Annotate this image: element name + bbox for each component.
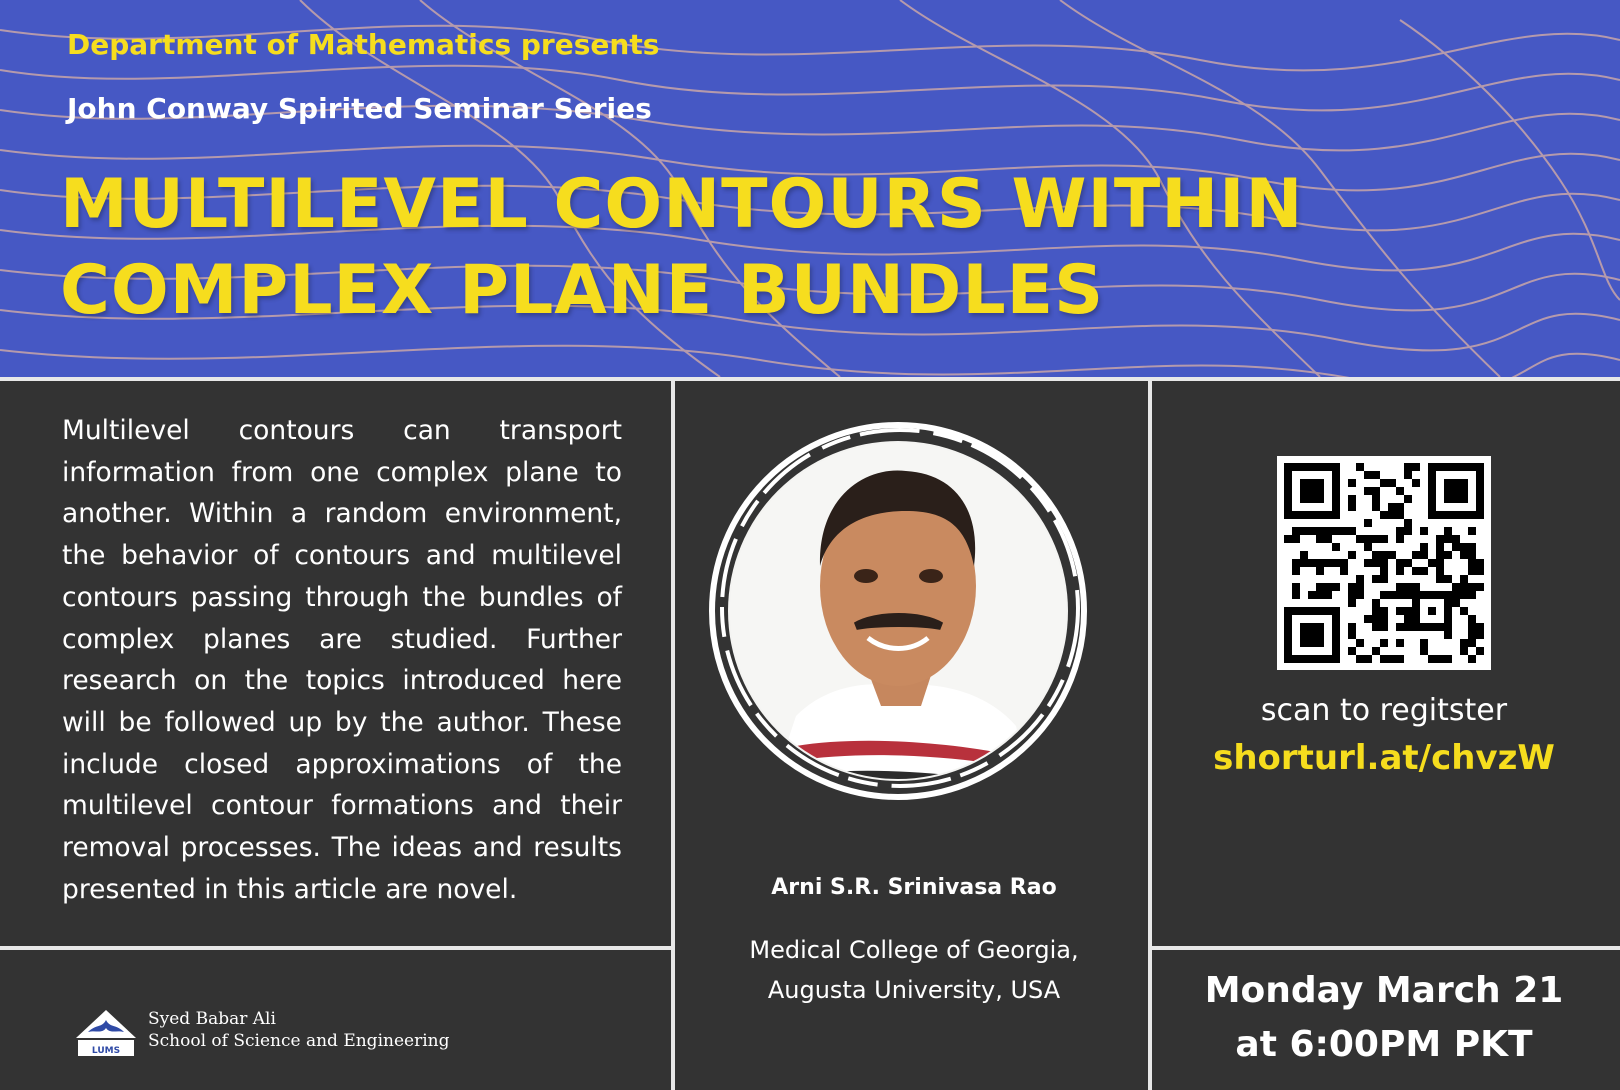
scan-to-register-label: scan to regitster [1260, 693, 1508, 728]
qr-code-icon [1277, 456, 1491, 670]
header-divider [0, 377, 1620, 381]
event-time: at 6:00PM PKT [1235, 1024, 1533, 1065]
speaker-affiliation [674, 930, 1154, 1010]
school-name-line-1: Syed Babar Ali [148, 1009, 276, 1029]
seminar-series-label: John Conway Spirited Seminar Series [67, 92, 652, 125]
affiliation-line-1: Medical College of Georgia, [749, 936, 1079, 964]
school-name-line-2: School of Science and Engineering [148, 1031, 450, 1051]
registration-link[interactable]: shorturl.at/chvzW [1213, 738, 1555, 778]
seminar-title: MULTILEVEL CONTOURS WITHIN COMPLEX PLANE BUNDLES [60, 165, 1304, 330]
right-row-divider [1152, 946, 1620, 950]
department-presents-label: Department of Mathematics presents [67, 28, 660, 61]
event-date-time [1152, 964, 1616, 1072]
registration-qr-code[interactable] [1277, 456, 1491, 670]
header-banner [0, 0, 1620, 377]
speaker-portrait-illustration [706, 416, 1090, 806]
affiliation-line-2: Augusta University, USA [767, 976, 1061, 1004]
school-name [148, 1008, 449, 1052]
lums-logo-text: LUMS [91, 1046, 121, 1056]
event-date: Monday March 21 [1204, 970, 1564, 1011]
speaker-name: Arni S.R. Srinivasa Rao [771, 875, 1057, 900]
left-row-divider [0, 946, 671, 950]
speaker-photo [706, 416, 1090, 806]
abstract-text: Multilevel contours can transport information from one complex plane to another. Within a random environment, the behavior of contours and multilevel contours passing through the bundles of complex planes are studied. Further research on the topics introduced here will be followed up by the author. These include closed approximations of the multilevel contour formations and their removal processes. The ideas and results presented in this article are novel. [62, 415, 622, 905]
lums-logo-icon [74, 1008, 138, 1058]
